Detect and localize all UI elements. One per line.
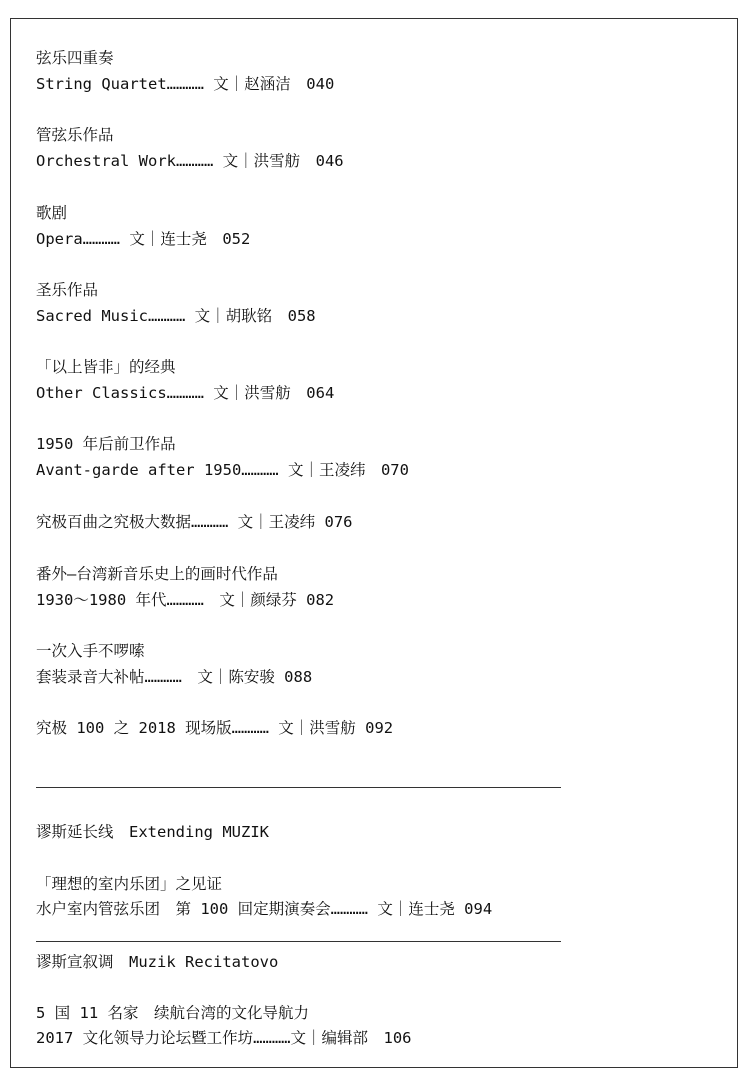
toc-entry-detail: Sacred Music………… 文｜胡耿铭 058 (36, 307, 316, 325)
section-divider (36, 787, 561, 788)
toc-entry-detail: Other Classics………… 文｜洪雪舫 064 (36, 384, 335, 402)
toc-entry-detail: String Quartet………… 文｜赵涵洁 040 (36, 75, 335, 93)
toc-entry-detail: Opera………… 文｜连士尧 052 (36, 230, 251, 248)
toc-entry-title: 弦乐四重奏 (36, 49, 114, 67)
toc-entry-title: 「以上皆非」的经典 (36, 358, 176, 376)
toc-entry-title: 究极百曲之究极大数据………… 文｜王凌纬 076 (36, 513, 353, 531)
toc-entry-title: 管弦乐作品 (36, 126, 114, 144)
toc-entry-detail: 2017 文化领导力论坛暨工作坊…………文｜编辑部 106 (36, 1029, 412, 1047)
toc-entry-detail: 1930～1980 年代………… 文｜颜绿芬 082 (36, 591, 335, 609)
toc-entry-detail: 水户室内管弦乐团 第 100 回定期演奏会………… 文｜连士尧 094 (36, 900, 493, 918)
toc-entry-detail: Avant-garde after 1950………… 文｜王凌纬 070 (36, 461, 409, 479)
toc-entry-title: 5 国 11 名家 续航台湾的文化导航力 (36, 1004, 309, 1022)
toc-entry-title: 1950 年后前卫作品 (36, 435, 176, 453)
section-divider (36, 941, 561, 942)
toc-entry-detail: 套装录音大补帖………… 文｜陈安骏 088 (36, 668, 313, 686)
section-heading-extending: 谬斯延长线 Extending MUZIK (36, 823, 269, 841)
toc-entry-title: 番外—台湾新音乐史上的画时代作品 (36, 565, 278, 583)
toc-entry-detail: Orchestral Work………… 文｜洪雪舫 046 (36, 152, 344, 170)
toc-entry-title: 「理想的室内乐团」之见证 (36, 875, 223, 893)
toc-entry-title: 歌剧 (36, 204, 68, 222)
toc-entry-title: 究极 100 之 2018 现场版………… 文｜洪雪舫 092 (36, 719, 394, 737)
toc-entry-title: 一次入手不啰嗦 (36, 642, 145, 660)
section-heading-recitatovo: 谬斯宣叙调 Muzik Recitatovo (36, 953, 279, 971)
toc-entry-title: 圣乐作品 (36, 281, 99, 299)
